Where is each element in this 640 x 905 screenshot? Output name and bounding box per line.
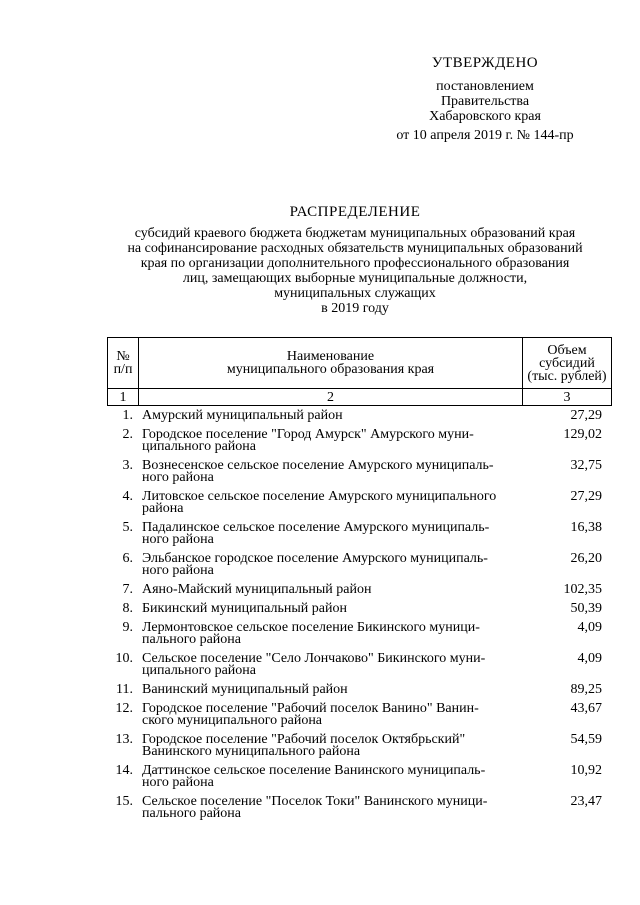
row-name-line: района: [142, 501, 184, 516]
title-heading: РАСПРЕДЕЛЕНИЕ: [289, 204, 421, 220]
header-amount-line: Объем: [547, 342, 587, 358]
row-name: [142, 703, 514, 727]
row-name: [142, 522, 514, 546]
row-name: [142, 765, 514, 789]
title-line: муниципальных служащих: [274, 286, 436, 301]
row-number: 14.: [115, 763, 133, 778]
table-row: [107, 460, 612, 484]
row-number: 2.: [122, 427, 133, 442]
table-row: [107, 684, 612, 696]
table-row: [107, 584, 612, 596]
title-line: лиц, замещающих выборные муниципальные должности,: [182, 271, 528, 286]
approval-block: [370, 56, 600, 143]
table-row: [107, 491, 612, 515]
row-amount: 26,20: [570, 551, 602, 566]
approval-heading: УТВЕРЖДЕНО: [431, 55, 539, 71]
header-name-line: муниципального образования края: [226, 362, 435, 377]
row-name-line: Литовское сельское поселение Амурского муниципального: [142, 489, 497, 504]
header-amount-line: субсидий: [539, 355, 595, 371]
row-amount: 23,47: [570, 794, 602, 809]
row-name-line: Городское поселение "Рабочий поселок Октябрьский": [142, 732, 466, 747]
row-name-line: Вознесенское сельское поселение Амурского муниципаль-: [142, 458, 494, 473]
row-name-line: Бикинский муниципальный район: [142, 601, 347, 616]
row-name-line: ского муниципального района: [142, 713, 323, 728]
row-amount: 27,29: [570, 408, 602, 423]
title-line: в 2019 году: [321, 301, 389, 316]
table-row: [107, 796, 612, 820]
row-name-line: пального района: [142, 632, 241, 647]
row-name: [142, 553, 514, 577]
header-num: [108, 338, 139, 389]
col-number-1: 1: [108, 389, 139, 406]
row-number: 12.: [115, 701, 133, 716]
row-number: 7.: [122, 582, 133, 597]
header-name-line: Наименование: [286, 349, 375, 364]
header-amount-line: (тыс. рублей): [527, 368, 607, 384]
approval-line: постановлением: [436, 79, 534, 94]
row-amount: 54,59: [570, 732, 602, 747]
row-amount: 10,92: [570, 763, 602, 778]
title-line: на софинансирование расходных обязательств муниципальных образований: [127, 241, 583, 256]
table-row: [107, 703, 612, 727]
table-body: [107, 410, 612, 827]
col-number-2: 2: [139, 389, 523, 406]
row-name: [142, 684, 514, 696]
header-num-line: п/п: [113, 362, 133, 377]
col-number-3: 3: [523, 389, 612, 406]
row-name: [142, 653, 514, 677]
row-amount: 89,25: [570, 682, 602, 697]
row-name: [142, 491, 514, 515]
title-line: субсидий краевого бюджета бюджетам муниципальных образований края: [134, 226, 576, 241]
approval-line: Правительства: [440, 94, 530, 109]
table-row: [107, 522, 612, 546]
row-name-line: ципального района: [142, 439, 256, 454]
row-name: [142, 734, 514, 758]
row-number: 6.: [122, 551, 133, 566]
row-name: [142, 429, 514, 453]
row-amount: 32,75: [570, 458, 602, 473]
row-amount: 16,38: [570, 520, 602, 535]
table-row: [107, 429, 612, 453]
row-amount: 50,39: [570, 601, 602, 616]
row-name-line: Городское поселение "Рабочий поселок Ванино" Ванин-: [142, 701, 479, 716]
row-number: 4.: [122, 489, 133, 504]
row-number: 9.: [122, 620, 133, 635]
row-name-line: Сельское поселение "Село Лончаково" Бикинского муни-: [142, 651, 486, 666]
table-row: [107, 765, 612, 789]
row-amount: 27,29: [570, 489, 602, 504]
row-number: 13.: [115, 732, 133, 747]
row-number: 5.: [122, 520, 133, 535]
row-amount: 4,09: [577, 651, 602, 666]
row-name-line: ного района: [142, 775, 214, 790]
table-row: [107, 734, 612, 758]
row-name-line: Аяно-Майский муниципальный район: [142, 582, 372, 597]
row-number: 1.: [122, 408, 133, 423]
row-name: [142, 460, 514, 484]
row-name-line: Амурский муниципальный район: [142, 408, 343, 423]
row-name-line: пального района: [142, 806, 241, 821]
table-row: [107, 622, 612, 646]
row-number: 8.: [122, 601, 133, 616]
table-row: [107, 410, 612, 422]
row-name: [142, 603, 514, 615]
row-name-line: Эльбанское городское поселение Амурского муниципаль-: [142, 551, 488, 566]
table-row: [107, 553, 612, 577]
table-row: [107, 653, 612, 677]
table-row: [107, 603, 612, 615]
header-name: [139, 338, 523, 389]
approval-date: от 10 апреля 2019 г. № 144-пр: [396, 128, 574, 143]
header-num-line: №: [116, 349, 130, 364]
row-name-line: Ванинский муниципальный район: [142, 682, 348, 697]
row-amount: 129,02: [563, 427, 602, 442]
row-name-line: ципального района: [142, 663, 256, 678]
approval-line: Хабаровского края: [429, 109, 541, 124]
row-number: 15.: [115, 794, 133, 809]
table-header: [107, 337, 612, 406]
row-name-line: Падалинское сельское поселение Амурского муниципаль-: [142, 520, 490, 535]
row-number: 11.: [116, 682, 133, 697]
row-amount: 43,67: [570, 701, 602, 716]
row-name-line: Сельское поселение "Поселок Токи" Ванинского муници-: [142, 794, 488, 809]
row-name-line: ного района: [142, 532, 214, 547]
row-name: [142, 796, 514, 820]
row-name-line: Ванинского муниципального района: [142, 744, 361, 759]
row-name-line: ного района: [142, 563, 214, 578]
row-name-line: Даттинское сельское поселение Ванинского муниципаль-: [142, 763, 486, 778]
row-number: 10.: [115, 651, 133, 666]
row-name: [142, 622, 514, 646]
row-name: [142, 584, 514, 596]
document-title: [95, 205, 615, 316]
row-name-line: Городское поселение "Город Амурск" Амурского муни-: [142, 427, 474, 442]
header-amount: [523, 338, 612, 389]
row-amount: 4,09: [577, 620, 602, 635]
row-name: [142, 410, 514, 422]
row-number: 3.: [122, 458, 133, 473]
row-name-line: Лермонтовское сельское поселение Бикинского муници-: [142, 620, 480, 635]
row-amount: 102,35: [563, 582, 602, 597]
title-line: края по организации дополнительного профессионального образования: [140, 256, 570, 271]
row-name-line: ного района: [142, 470, 214, 485]
